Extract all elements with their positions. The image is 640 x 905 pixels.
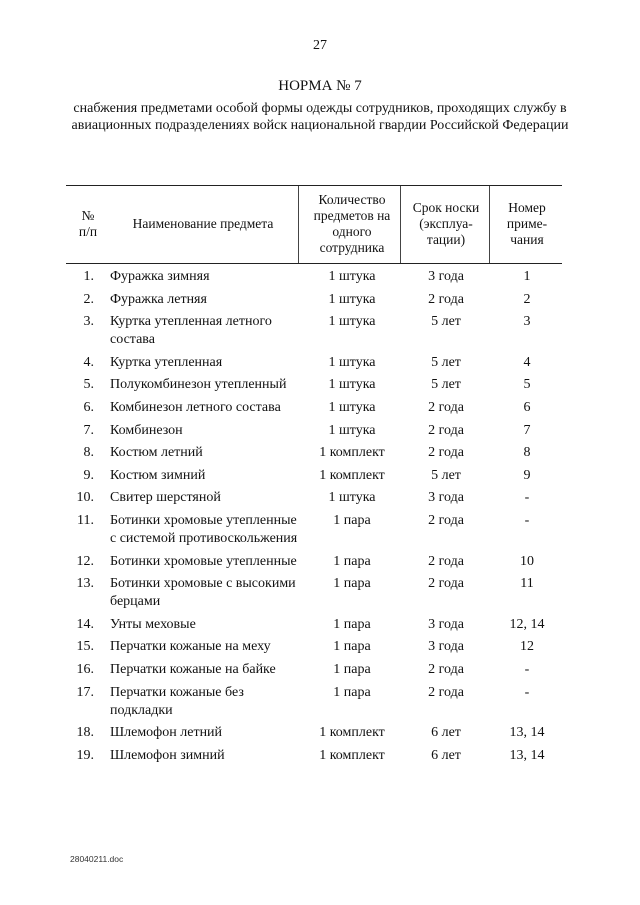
item-note: 7 [523, 422, 531, 438]
item-term: 2 года [428, 576, 464, 592]
document-title: НОРМА № 7 [278, 78, 362, 94]
item-term: 2 года [428, 399, 464, 415]
row-number: 7. [83, 422, 94, 438]
item-quantity: 1 комплект [319, 747, 385, 763]
item-quantity: 1 пара [333, 512, 371, 528]
item-quantity: 1 штука [328, 490, 376, 506]
item-name: Костюм летний [110, 445, 203, 461]
row-number: 3. [83, 314, 94, 330]
table-row [66, 268, 562, 286]
column-header-note: Номер приме- чания [506, 200, 548, 247]
column-divider [400, 186, 401, 263]
row-number: 15. [76, 639, 94, 655]
row-number: 12. [76, 553, 94, 569]
item-note: 2 [523, 291, 531, 307]
row-number: 18. [76, 725, 94, 741]
item-quantity: 1 штука [328, 399, 376, 415]
row-number: 4. [83, 354, 94, 370]
item-note: 13, 14 [509, 747, 545, 763]
item-note: 12, 14 [509, 616, 545, 632]
table-row [66, 747, 562, 765]
item-term: 5 лет [431, 354, 461, 370]
item-note: 4 [523, 354, 531, 370]
table-row [66, 684, 562, 720]
column-divider [298, 186, 299, 263]
item-term: 2 года [428, 291, 464, 307]
row-number: 6. [83, 399, 94, 415]
row-number: 11. [77, 512, 94, 528]
item-term: 2 года [428, 422, 464, 438]
item-quantity: 1 комплект [319, 467, 385, 483]
item-name: Фуражка зимняя [110, 269, 210, 284]
item-term: 3 года [428, 490, 464, 506]
column-header-quantity: Количество предметов на одного сотрудника [313, 192, 391, 255]
item-name: Перчатки кожаные на байке [110, 661, 276, 677]
column-header-name: Наименование предмета [132, 216, 274, 231]
row-number: 13. [76, 576, 94, 592]
item-name: Шлемофон летний [110, 725, 223, 741]
table-row [66, 376, 562, 394]
item-name: Унты меховые [110, 616, 196, 632]
item-name: Шлемофон зимний [110, 747, 225, 763]
item-note: - [524, 684, 530, 700]
item-quantity: 1 пара [333, 616, 371, 632]
row-number: 2. [83, 291, 94, 307]
item-quantity: 1 штука [328, 291, 376, 307]
item-name: Перчатки кожаные на меху [110, 639, 271, 655]
item-name: Перчатки кожаные без подкладки [110, 684, 244, 718]
row-number: 8. [83, 445, 94, 461]
item-name: Свитер шерстяной [110, 490, 221, 506]
table-row [66, 399, 562, 417]
column-header-number: № п/п [78, 208, 98, 239]
table-row [66, 291, 562, 309]
item-quantity: 1 штука [328, 422, 376, 438]
item-term: 3 года [428, 269, 464, 284]
item-name: Костюм зимний [110, 467, 206, 483]
item-quantity: 1 пара [333, 639, 371, 655]
table-row [66, 638, 562, 656]
item-note: - [524, 490, 530, 506]
item-term: 2 года [428, 684, 464, 700]
item-note: 11 [520, 576, 534, 592]
item-term: 6 лет [431, 747, 461, 763]
item-term: 5 лет [431, 314, 461, 330]
table-row [66, 422, 562, 440]
table-row [66, 575, 562, 611]
item-quantity: 1 пара [333, 661, 371, 677]
item-note: - [524, 512, 530, 528]
item-note: 3 [523, 314, 531, 330]
item-name: Комбинезон [110, 422, 183, 438]
item-quantity: 1 пара [333, 553, 371, 569]
item-term: 5 лет [431, 377, 461, 393]
table-row [66, 354, 562, 372]
column-divider [489, 186, 490, 263]
item-note: - [524, 661, 530, 677]
item-quantity: 1 комплект [319, 725, 385, 741]
item-note: 10 [520, 553, 534, 569]
item-quantity: 1 пара [333, 576, 371, 592]
page-number: 27 [313, 38, 327, 53]
item-term: 5 лет [431, 467, 461, 483]
table-row [66, 444, 562, 462]
file-name-footer: 28040211.doc [70, 854, 124, 864]
item-quantity: 1 штука [328, 314, 376, 330]
item-note: 13, 14 [509, 725, 545, 741]
row-number: 9. [83, 467, 94, 483]
item-note: 5 [523, 377, 531, 393]
item-note: 8 [523, 445, 531, 461]
item-note: 12 [520, 639, 534, 655]
item-term: 2 года [428, 661, 464, 677]
item-term: 2 года [428, 445, 464, 461]
item-name: Куртка утепленная летного состава [110, 314, 272, 348]
table-body [66, 268, 562, 769]
table-row [66, 313, 562, 349]
item-name: Фуражка летняя [110, 291, 207, 307]
document-subtitle: снабжения предметами особой формы одежды сотрудников, проходящих службу в авиационных подразделениях войск национальной гвардии Российской Федерации [71, 101, 569, 133]
item-quantity: 1 пара [333, 684, 371, 700]
item-term: 3 года [428, 639, 464, 655]
table-row [66, 553, 562, 571]
table-row [66, 512, 562, 548]
item-quantity: 1 штука [328, 269, 376, 284]
item-term: 2 года [428, 553, 464, 569]
item-term: 6 лет [431, 725, 461, 741]
item-term: 2 года [428, 512, 464, 528]
table-row [66, 489, 562, 507]
item-name: Куртка утепленная [110, 354, 223, 370]
table-row [66, 467, 562, 485]
item-name: Комбинезон летного состава [110, 399, 281, 415]
item-name: Ботинки хромовые с высокими берцами [110, 576, 296, 610]
item-quantity: 1 штука [328, 354, 376, 370]
item-note: 9 [523, 467, 531, 483]
row-number: 19. [76, 747, 94, 763]
row-number: 10. [76, 490, 94, 506]
item-name: Ботинки хромовые утепленные с системой противоскольжения [110, 512, 298, 546]
table-row [66, 661, 562, 679]
row-number: 5. [83, 377, 94, 393]
item-note: 6 [523, 399, 531, 415]
table-header-rule [66, 263, 562, 264]
item-name: Полукомбинезон утепленный [110, 377, 287, 393]
item-name: Ботинки хромовые утепленные [110, 553, 297, 569]
item-quantity: 1 штука [328, 377, 376, 393]
table-row [66, 616, 562, 634]
row-number: 17. [76, 684, 94, 700]
item-term: 3 года [428, 616, 464, 632]
row-number: 16. [76, 661, 94, 677]
row-number: 14. [76, 616, 94, 632]
item-quantity: 1 комплект [319, 445, 385, 461]
column-header-term: Срок носки (эксплуа- тации) [412, 200, 480, 247]
table-row [66, 724, 562, 742]
row-number: 1. [83, 269, 94, 284]
item-note: 1 [523, 269, 531, 284]
